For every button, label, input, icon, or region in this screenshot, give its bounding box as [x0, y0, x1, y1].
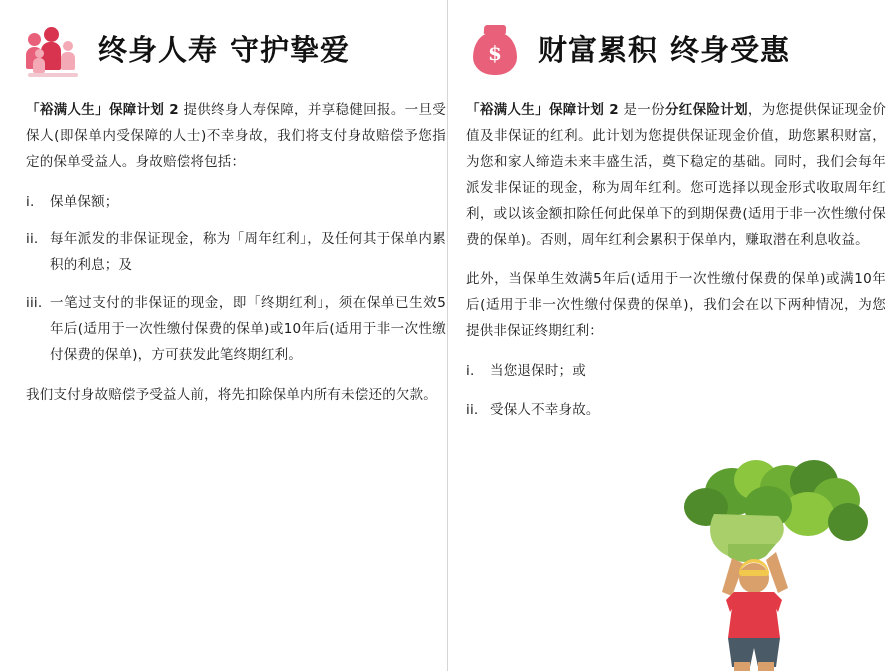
right-paragraph-1: 「裕满人生」保障计划 2 是一份分红保险计划，为您提供保证现金价值及非保证的红利。此计划为您提供保证现金价值，助您累积财富，为您和家人缔造未来丰盛生活，奠下稳定的基础。同时，我们会每年派发非保证的现金，称为周年红利。您可选择以现金形式收取周年红利，或以该金额扣除任何此保单下的到期保费(适用于非一次性缴付保费的保单)。否则，周年红利会累积于保单内，赚取潜在利息收益。: [466, 102, 887, 248]
list-marker: iii.: [26, 295, 43, 312]
list-item: [26, 291, 446, 369]
right-column: [466, 0, 886, 438]
money-bag-icon: [466, 23, 524, 79]
left-title-part2: 守护挚爱: [230, 33, 351, 68]
right-column-header: [466, 20, 886, 82]
left-list: [26, 190, 446, 369]
left-paragraph-2: 我们支付身故赔偿予受益人前，将先扣除保单内所有未偿还的欠款。: [26, 387, 437, 404]
list-item: [26, 190, 446, 216]
person-figure: [722, 552, 788, 671]
list-text: 当您退保时；或: [490, 363, 586, 380]
left-column: [26, 0, 446, 423]
list-text: 受保人不幸身故。: [490, 402, 600, 419]
left-paragraph-1: 「裕满人生」保障计划 2 提供终身人寿保障，并享稳健回报。一旦受保人(即保单内受保障的人士)不幸身故，我们将支付身故赔偿予您指定的保单受益人。身故赔偿将包括：: [26, 102, 446, 170]
list-item: [466, 359, 886, 385]
list-text: 一笔过支付的非保证的现金，即「终期红利」，须在保单已生效5年后(适用于一次性缴付保费的保单)或10年后(适用于非一次性缴付保费的保单)，方可获发此笔终期红利。: [50, 295, 446, 364]
dollar-symbol: $: [488, 41, 502, 65]
right-title-part1: 财富累积: [538, 33, 659, 68]
list-item: [466, 398, 886, 424]
left-title-part1: 终身人寿: [98, 33, 219, 68]
list-text: 保单保额；: [50, 193, 119, 210]
list-marker: i.: [466, 363, 475, 380]
list-marker: ii.: [466, 402, 479, 419]
right-list: [466, 359, 886, 424]
list-item: [26, 227, 446, 279]
right-title-part2: 终身受惠: [670, 33, 791, 68]
left-column-header: [26, 20, 446, 82]
left-column-title: [98, 35, 350, 67]
list-marker: ii.: [26, 230, 39, 247]
list-marker: i.: [26, 193, 35, 210]
right-paragraph-2: 此外，当保单生效满5年后(适用于一次性缴付保费的保单)或满10年后(适用于非一次性缴付保费的保单)，我们会在以下两种情况，为您提供非保证终期红利：: [466, 271, 886, 340]
family-icon: [26, 23, 84, 79]
column-divider: [447, 0, 448, 671]
list-text: 每年派发的非保证现金，称为「周年红利」，及任何其于保单内累积的利息；及: [50, 230, 446, 273]
right-column-title: [538, 35, 790, 67]
person-holding-broccoli-illustration: [636, 452, 886, 671]
broccoli-icon: [684, 460, 868, 562]
